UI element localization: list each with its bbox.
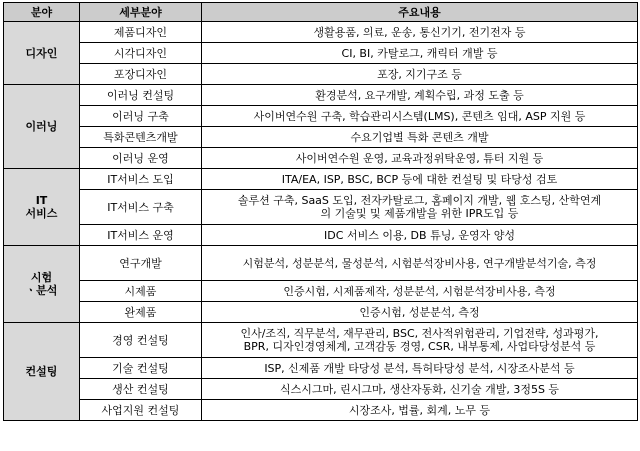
content-cell [202,323,638,358]
header-content: 주요내용 [202,3,638,22]
content-cell [202,358,638,379]
field-label: 이러닝 [25,120,58,133]
subfield-cell: 기술 컨설팅 [80,358,202,379]
field-cell-design [4,22,80,85]
content-cell [202,246,638,281]
content-line: 사이버연수원 운영, 교육과정위탁운영, 튜터 지원 등 [295,151,544,165]
subfield-cell: 경영 컨설팅 [80,323,202,358]
content-cell [202,225,638,246]
field-cell-it-service [4,169,80,246]
content-cell [202,190,638,225]
table-row [4,43,638,64]
table-row [4,127,638,148]
content-line: 시험분석, 성분분석, 물성분석, 시험분석장비사용, 연구개발분석기술, 측정 [242,256,597,270]
content-cell [202,148,638,169]
content-cell [202,64,638,85]
content-line: 환경분석, 요구개발, 계획수립, 과정 도출 등 [315,88,524,102]
content-line: ITA/EA, ISP, BSC, BCP 등에 대한 컨설팅 및 타당성 검토 [281,172,558,186]
table-row [4,169,638,190]
content-line: 사이버연수원 구축, 학습관리시스템(LMS), 콘텐츠 임대, ASP 지원 등 [253,109,586,123]
subfield-cell: 포장디자인 [80,64,202,85]
content-cell [202,379,638,400]
content-line: 인증시험, 시제품제작, 성분분석, 시험분석장비사용, 측정 [283,284,556,298]
field-label-line: ㆍ분석 [25,284,58,297]
subfield-cell: IT서비스 도입 [80,169,202,190]
content-cell [202,127,638,148]
subfield-cell: 이러닝 운영 [80,148,202,169]
table-row [4,358,638,379]
table-row [4,22,638,43]
content-line: 인증시험, 성분분석, 측정 [359,305,480,319]
header-subfield: 세부분야 [80,3,202,22]
content-cell [202,400,638,421]
content-line: BPR, 디자인경영체계, 고객감동 경영, CSR, 내부통제, 사업타당성분석 등 [243,340,596,353]
subfield-cell: 이러닝 구축 [80,106,202,127]
table-row [4,400,638,421]
subfield-cell: 완제품 [80,302,202,323]
field-label: 컨설팅 [25,365,58,378]
content-line: 수요기업별 특화 콘텐츠 개발 [350,130,489,144]
subfield-cell: 제품디자인 [80,22,202,43]
content-cell [202,85,638,106]
header-field: 분야 [4,3,80,22]
field-cell-elearning [4,85,80,169]
content-cell [202,281,638,302]
table-row [4,85,638,106]
table-row [4,64,638,85]
header-row [4,3,638,22]
content-line: IDC 서비스 이용, DB 튜닝, 운영자 양성 [324,228,515,242]
content-cell [202,302,638,323]
content-line: ISP, 신제품 개발 타당성 분석, 특허타당성 분석, 시장조사분석 등 [264,361,575,375]
subfield-cell: 이러닝 컨설팅 [80,85,202,106]
table-row [4,323,638,358]
content-cell [202,22,638,43]
content-line: 생활용품, 의료, 운송, 통신기기, 전기전자 등 [313,25,526,39]
subfield-cell: IT서비스 구축 [80,190,202,225]
table-row [4,106,638,127]
table-row [4,225,638,246]
field-label: 디자인 [25,46,58,60]
subfield-cell: 시제품 [80,281,202,302]
content-line: CI, BI, 카탈로그, 캐릭터 개발 등 [341,46,498,60]
field-label-line: 시험 [30,271,53,284]
table-row [4,246,638,281]
content-line: 식스시그마, 린시그마, 생산자동화, 신기술 개발, 3정5S 등 [279,382,560,396]
content-line: 포장, 지기구조 등 [377,67,462,81]
table-row [4,190,638,225]
table-row [4,148,638,169]
subfield-cell: 사업지원 컨설팅 [80,400,202,421]
table-row [4,379,638,400]
content-cell [202,106,638,127]
field-cell-consulting [4,323,80,421]
content-line: 인사/조직, 직무분석, 재무관리, BSC, 전사적위험관리, 기업전략, 성과평가, [240,327,599,340]
subfield-cell: 특화콘텐츠개발 [80,127,202,148]
table-row [4,281,638,302]
subfield-cell: 시각디자인 [80,43,202,64]
business-field-table [3,2,638,421]
content-cell [202,43,638,64]
field-label-line: 서비스 [25,207,58,220]
subfield-cell: 연구개발 [80,246,202,281]
field-label-line: IT [35,194,48,207]
table-row [4,302,638,323]
subfield-cell: 생산 컨설팅 [80,379,202,400]
content-cell [202,169,638,190]
field-cell-test-analysis [4,246,80,323]
content-line: 솔루션 구축, SaaS 도입, 전자카탈로그, 홈페이지 개발, 웹 호스팅, 산학연계 [237,194,602,207]
content-line: 시장조사, 법률, 회계, 노무 등 [348,403,491,417]
subfield-cell: IT서비스 운영 [80,225,202,246]
content-line: 의 기술및 및 제품개발을 위한 IPR도입 등 [320,207,519,220]
